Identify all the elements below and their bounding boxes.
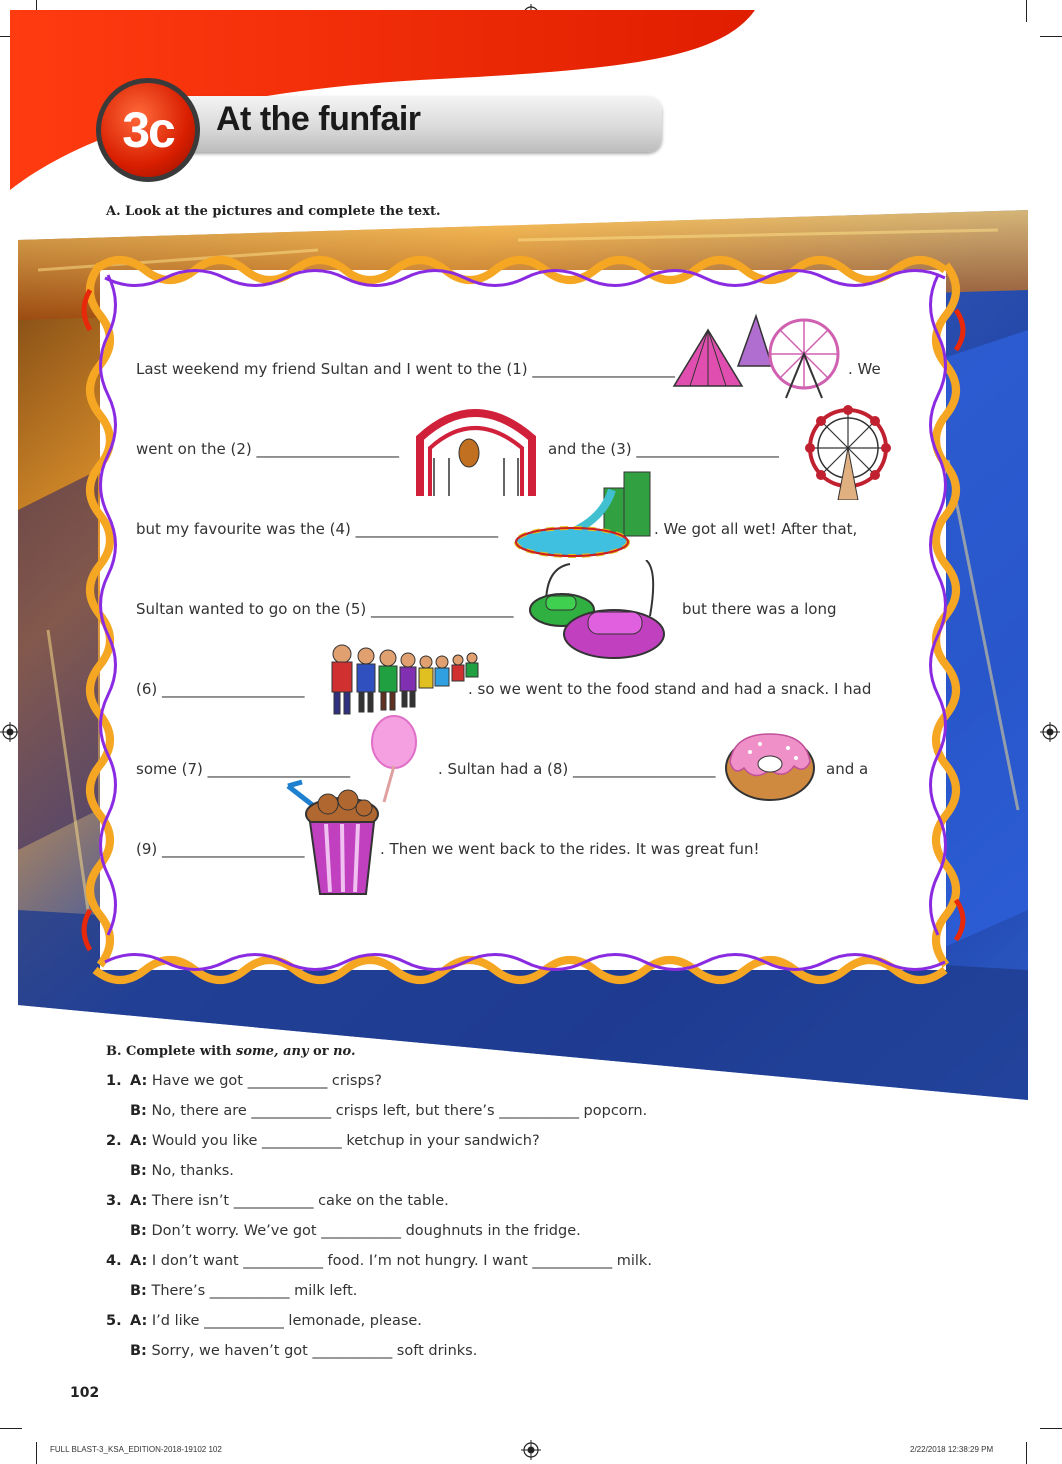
list-item: B: Don’t worry. We’ve got ___________ doughnuts in the fridge.: [130, 1223, 581, 1239]
section-a-instruction: A. Look at the pictures and complete the text.: [106, 204, 441, 219]
page-title: At the funfair: [216, 100, 421, 138]
crop-mark: [1026, 1442, 1027, 1464]
list-item: B: Sorry, we haven’t got ___________ soft drinks.: [130, 1343, 478, 1359]
text-line-3-end: . We got all wet! After that,: [654, 520, 858, 538]
milkshake-icon: [278, 778, 382, 896]
registration-mark-bottom: [521, 1440, 541, 1460]
item-number: 2.: [106, 1133, 122, 1149]
item-number: 1.: [106, 1073, 122, 1089]
text-line-2-mid: and the (3) ___________________: [548, 440, 779, 458]
footer-timestamp: 2/22/2018 12:38:29 PM: [910, 1445, 994, 1454]
crop-mark: [36, 1442, 37, 1464]
list-item: A: Have we got ___________ crisps?: [130, 1073, 382, 1089]
big-wheel-icon: [800, 404, 896, 500]
text-line-4: Sultan wanted to go on the (5) ___________________: [136, 600, 514, 618]
funfair-icon: [668, 306, 848, 402]
text-line-5-end: . so we went to the food stand and had a snack. I had: [468, 680, 872, 698]
doughnut-icon: [724, 730, 816, 802]
item-number: 3.: [106, 1193, 122, 1209]
page-number: 102: [70, 1385, 100, 1401]
item-number: 4.: [106, 1253, 122, 1269]
list-item: A: I don’t want ___________ food. I’m not hungry. I want ___________ milk.: [130, 1253, 652, 1269]
text-line-7-end: . Then we went back to the rides. It was great fun!: [380, 840, 760, 858]
list-item: B: No, there are ___________ crisps left, but there’s ___________ popcorn.: [130, 1103, 648, 1119]
footer-file-info: FULL BLAST-3_KSA_EDITION-2018-19102 102: [50, 1445, 222, 1454]
text-line-6-end: and a: [826, 760, 869, 778]
text-line-3: but my favourite was the (4) ___________________: [136, 520, 499, 538]
crop-mark: [0, 1428, 22, 1429]
list-item: A: I’d like ___________ lemonade, please.: [130, 1313, 422, 1329]
section-b-instruction: B. Complete with some, any or no.: [106, 1044, 356, 1059]
queue-icon: [326, 640, 482, 718]
text-line-5: (6) ___________________: [136, 680, 305, 698]
text-line-4-end: but there was a long: [682, 600, 837, 618]
text-line-6: some (7) ___________________: [136, 760, 351, 778]
list-item: B: There’s ___________ milk left.: [130, 1283, 358, 1299]
list-item: B: No, thanks.: [130, 1163, 234, 1179]
list-item: A: Would you like ___________ ketchup in your sandwich?: [130, 1133, 540, 1149]
text-line-2: went on the (2) ___________________: [136, 440, 400, 458]
water-slide-icon: [512, 462, 656, 558]
registration-mark-right: [1040, 722, 1060, 742]
list-item: A: There isn’t ___________ cake on the table.: [130, 1193, 449, 1209]
text-line-7: (9) ___________________: [136, 840, 305, 858]
text-line-1: Last weekend my friend Sultan and I went to the (1) ___________________: [136, 360, 675, 378]
unit-badge: 3c: [96, 78, 200, 182]
text-line-6-mid: . Sultan had a (8) ___________________: [438, 760, 716, 778]
item-number: 5.: [106, 1313, 122, 1329]
text-line-1-end: . We: [848, 360, 881, 378]
bumper-cars-icon: [526, 560, 668, 664]
registration-mark-left: [0, 722, 20, 742]
crop-mark: [1040, 1428, 1062, 1429]
